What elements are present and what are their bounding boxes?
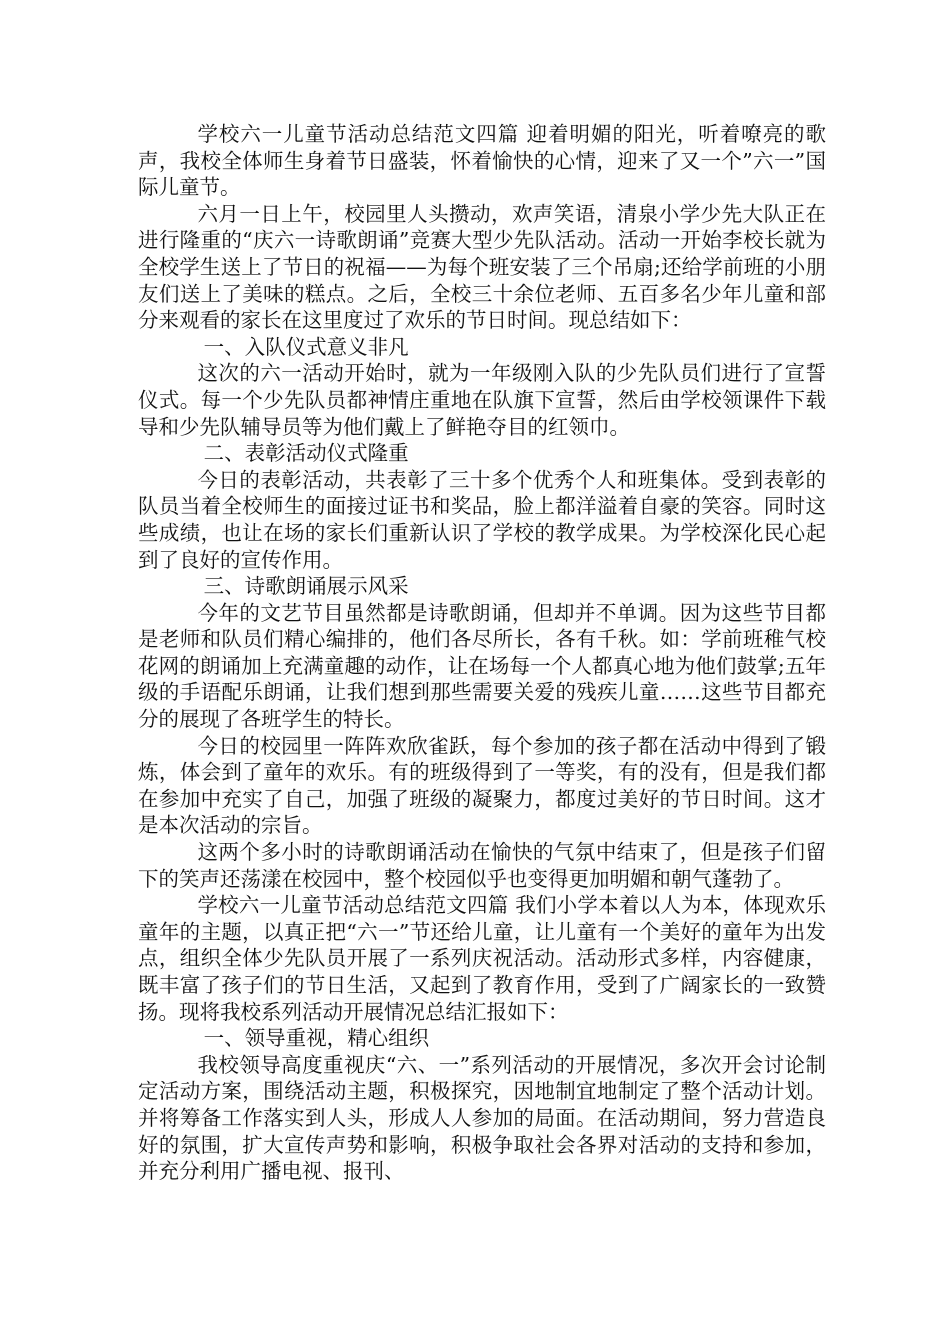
paragraph-body: 今日的表彰活动，共表彰了三十多个优秀个人和班集体。受到表彰的队员当着全校师生的面接过证书和奖品，脸上都洋溢着自豪的笑容。同时这些成绩，也让在场的家长们重新认识了学校的教学成果。为学校深化民心起到了良好的宣传作用。 xyxy=(138,467,826,572)
paragraph-intro-1: 学校六一儿童节活动总结范文四篇 迎着明媚的阳光，听着嘹亮的歌声，我校全体师生身着节日盛装，怀着愉快的心情，迎来了又一个”六一”国际儿童节。 xyxy=(138,122,826,200)
paragraph-body: 这两个多小时的诗歌朗诵活动在愉快的气氛中结束了，但是孩子们留下的笑声还荡漾在校园中，整个校园似乎也变得更加明媚和朝气蓬勃了。 xyxy=(138,840,826,891)
section-heading: 一、入队仪式意义非凡 xyxy=(203,334,409,359)
section-heading: 三、诗歌朗诵展示风采 xyxy=(203,574,409,599)
section-heading: 一、领导重视，精心组织 xyxy=(203,1026,430,1051)
paragraph-intro-2: 学校六一儿童节活动总结范文四篇 我们小学本着以人为本，体现欢乐童年的主题，以真正把“六一”节还给儿童，让儿童有一个美好的童年为出发点，组织全体少先队员开展了一系列庆祝活动。活动形式多样，内容健康，既丰富了孩子们的节日生活，又起到了教育作用，受到了广阔家长的一致赞扬。现将我校系列活动开展情况总结汇报如下： xyxy=(138,893,826,1024)
section-heading: 二、表彰活动仪式隆重 xyxy=(203,441,409,466)
paragraph-body: 今日的校园里一阵阵欢欣雀跃，每个参加的孩子都在活动中得到了锻炼，体会到了童年的欢乐。有的班级得到了一等奖，有的没有，但是我们都在参加中充实了自己，加强了班级的凝聚力，都度过美好的节日时间。这才是本次活动的宗旨。 xyxy=(138,733,826,838)
document-body xyxy=(138,121,826,1185)
paragraph-body: 我校领导高度重视庆“六、一”系列活动的开展情况，多次开会讨论制定活动方案，围绕活动主题，积极探究，因地制宜地制定了整个活动计划。并将筹备工作落实到人头，形成人人参加的局面。在活动期间，努力营造良好的氛围，扩大宣传声势和影响，积极争取社会各界对活动的支持和参加，并充分利用广播电视、报刊、 xyxy=(138,1052,826,1184)
paragraph-body: 今年的文艺节目虽然都是诗歌朗诵，但却并不单调。因为这些节目都是老师和队员们精心编排的，他们各尽所长，各有千秋。如：学前班稚气校花网的朗诵加上充满童趣的动作，让在场每一个人都真心地为他们鼓掌;五年级的手语配乐朗诵，让我们想到那些需要关爱的残疾儿童……这些节目都充分的展现了各班学生的特长。 xyxy=(138,600,826,732)
paragraph-body: 六月一日上午，校园里人头攒动，欢声笑语，清泉小学少先大队正在进行隆重的“庆六一诗歌朗诵”竞赛大型少先队活动。活动一开始李校长就为全校学生送上了节日的祝福——为每个班安装了三个吊扇;还给学前班的小朋友们送上了美味的糕点。之后，全校三十余位老师、五百多名少年儿童和部分来观看的家长在这里度过了欢乐的节日时间。现总结如下： xyxy=(138,201,826,333)
paragraph-body: 这次的六一活动开始时，就为一年级刚入队的少先队员们进行了宣誓仪式。每一个少先队员都神情庄重地在队旗下宣誓，然后由学校领课件下载导和少先队辅导员等为他们戴上了鲜艳夺目的红领巾。 xyxy=(138,361,826,439)
